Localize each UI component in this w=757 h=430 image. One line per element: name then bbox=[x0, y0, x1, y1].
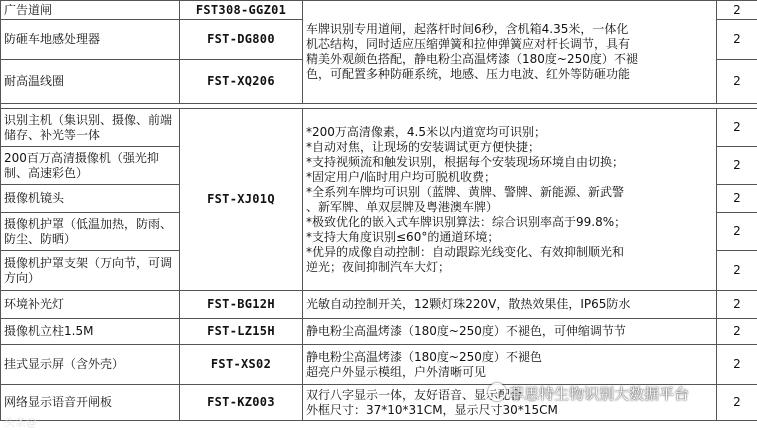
item-name: 识别主机（集识别、摄像、前端储存、补光等一体 bbox=[1, 109, 180, 147]
description-line: 光敏自动控制开关，12颗灯珠220V，散热效果佳，IP65防水 bbox=[306, 297, 631, 311]
description-line: 色，可配置多种防砸系统，地感、压力电波、红外等防砸功能 bbox=[306, 67, 631, 81]
description-line: *自动对焦，让现场的安装调试更方便快捷； bbox=[306, 139, 541, 154]
item-name: 摄像机立柱1.5M bbox=[1, 319, 180, 345]
item-quantity: 2 bbox=[717, 1, 757, 20]
description-line: 、新军牌、单双层牌及粤港澳车牌） bbox=[306, 199, 499, 214]
item-name: 摄像机护罩支架（万向节，可调方向） bbox=[1, 251, 180, 291]
watermark-logo-icon bbox=[488, 383, 506, 401]
recognition-description bbox=[303, 109, 717, 291]
pole-description bbox=[303, 319, 717, 345]
item-name: 摄像机镜头 bbox=[1, 185, 180, 213]
item-quantity: 2 bbox=[717, 291, 757, 319]
description-line: 外框尺寸：37*10*31CM，显示尺寸30*15CM bbox=[306, 402, 558, 417]
description-line: *全系列车牌均可识别（蓝牌、黄牌、警牌、新能源、新武警 bbox=[306, 184, 625, 199]
item-name: 200百万高清摄像机（强光抑制、高速彩色） bbox=[1, 147, 180, 185]
description-line: 静电粉尘高温烤漆（180度~250度）不褪色，可伸缩调节节 bbox=[306, 324, 626, 338]
item-name: 广告道闸 bbox=[1, 1, 180, 20]
barrier-description bbox=[303, 1, 717, 104]
description-line: *固定用户/临时用户均可脱机收费； bbox=[306, 169, 497, 184]
description-line: *支持大角度识别≤60°的通道环境； bbox=[306, 229, 500, 244]
description-line: *优异的成像自动控制：自动跟踪光线变化、有效抑制顺光和 bbox=[306, 244, 625, 259]
item-quantity: 2 bbox=[717, 109, 757, 147]
item-quantity: 2 bbox=[717, 185, 757, 213]
description-line: 静电粉尘高温烤漆（180度~250度）不褪色 bbox=[306, 349, 542, 364]
item-model: FST-DG800 bbox=[180, 20, 303, 60]
item-model: FST-LZ15H bbox=[180, 319, 303, 345]
display-description bbox=[303, 345, 717, 385]
description-line: 机芯结构，同时适应压缩弹簧和拉伸弹簧应对杆长调节，具有 bbox=[306, 37, 631, 51]
item-quantity: 2 bbox=[717, 251, 757, 291]
item-name: 耐高温线圈 bbox=[1, 60, 180, 104]
item-quantity: 2 bbox=[717, 147, 757, 185]
table-row bbox=[1, 109, 757, 147]
description-line: *支持视频流和触发识别，根据每个安装现场环境自由切换； bbox=[306, 154, 625, 169]
table-row bbox=[1, 1, 757, 20]
item-model: FST-XJ01Q bbox=[180, 109, 303, 291]
table-row bbox=[1, 319, 757, 345]
item-model: FST-BG12H bbox=[180, 291, 303, 319]
item-name: 网络显示语音开闸板 bbox=[1, 385, 180, 421]
description-line: *200万高清像素，4.5米以内道宽均可识别； bbox=[306, 124, 546, 139]
item-quantity: 2 bbox=[717, 213, 757, 251]
description-line: *极致优化的嵌入式车牌识别算法：综合识别率高于99.8%； bbox=[306, 214, 627, 229]
description-line: 超亮户外显示模组，户外清晰可见 bbox=[306, 364, 487, 379]
item-model: FST-XQ206 bbox=[180, 60, 303, 104]
item-name: 防砸车地感处理器 bbox=[1, 20, 180, 60]
light-description bbox=[303, 291, 717, 319]
watermark bbox=[488, 383, 689, 404]
item-model: FST-XS02 bbox=[180, 345, 303, 385]
item-quantity: 2 bbox=[717, 60, 757, 104]
description-line: 逆光；夜间抑制汽车大灯； bbox=[306, 259, 451, 274]
table-row bbox=[1, 291, 757, 319]
item-quantity: 2 bbox=[717, 385, 757, 421]
item-quantity: 2 bbox=[717, 20, 757, 60]
item-name: 摄像机护罩（低温加热，防雨、防尘、防晒） bbox=[1, 213, 180, 251]
item-quantity: 2 bbox=[717, 319, 757, 345]
item-quantity: 2 bbox=[717, 345, 757, 385]
item-name: 挂式显示屏（含外壳） bbox=[1, 345, 180, 385]
watermark-source: 头条@ bbox=[4, 416, 37, 429]
item-model: FST308-GGZ01 bbox=[180, 1, 303, 20]
description-line: 车牌识别专用道闸，起落杆时间6秒，含机箱4.35米，一体化 bbox=[306, 22, 629, 36]
item-model: FST-KZ003 bbox=[180, 385, 303, 421]
item-name: 环境补光灯 bbox=[1, 291, 180, 319]
table-row bbox=[1, 345, 757, 385]
description-line: 精美外观颜色搭配，静电粉尘高温烤漆（180度~250度）不褪 bbox=[306, 52, 638, 66]
watermark-text: 菲思特生物识别大数据平台 bbox=[509, 385, 690, 403]
description-line: 双行八字显示一体，友好语音、显示配合 bbox=[306, 387, 523, 402]
